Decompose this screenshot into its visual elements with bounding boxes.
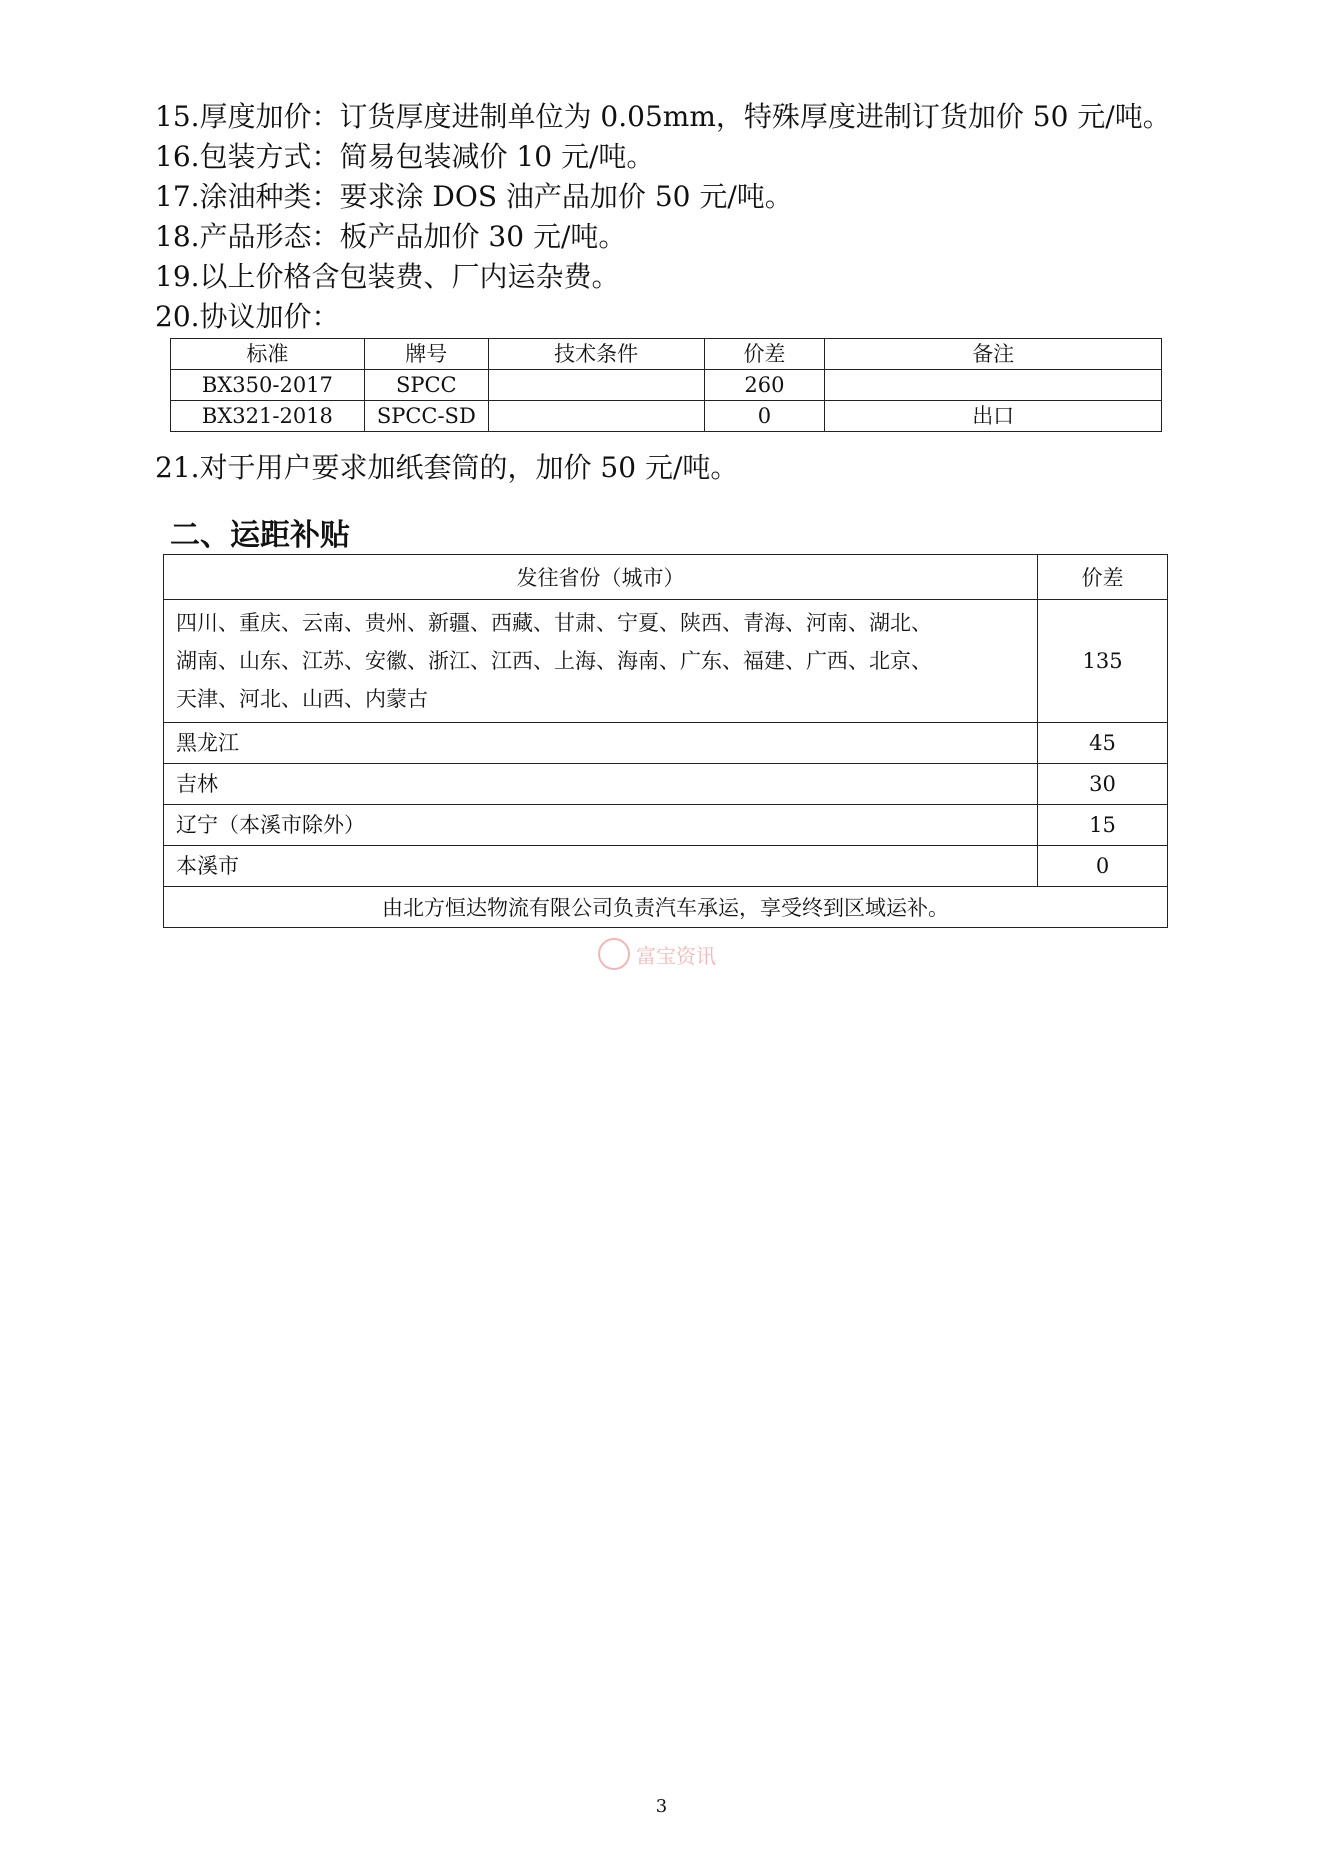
cell-grade: SPCC-SD [364,401,488,432]
cell-region: 辽宁（本溪市除外） [164,805,1038,846]
cell-remarks: 出口 [825,401,1162,432]
table-row [164,723,1168,764]
watermark-text: 富宝资讯 [636,943,716,968]
cell-tech-conditions [488,370,704,401]
agreement-header-row [171,339,1162,370]
cell-region: 吉林 [164,764,1038,805]
cell-tech-conditions [488,401,704,432]
table-row [171,401,1162,432]
watermark-logo-icon [598,938,630,970]
section-title: 二、运距补贴 [170,518,350,553]
page-number: 3 [655,1796,668,1817]
cell-price-diff: 0 [704,401,825,432]
cell-standard: BX350-2017 [171,370,365,401]
agreement-table [170,338,1162,432]
watermark [598,938,716,970]
cell-grade: SPCC [364,370,488,401]
table-row [164,600,1168,723]
table-row [171,370,1162,401]
cell-price-diff: 260 [704,370,825,401]
item-19: 19.以上价格含包装费、厂内运杂费。 [155,260,620,293]
region-line: 湖南、山东、江苏、安徽、浙江、江西、上海、海南、广东、福建、广西、北京、 [176,649,932,673]
freight-subsidy-table [163,554,1168,928]
header-price-diff: 价差 [704,339,825,370]
cell-price-diff: 45 [1038,723,1168,764]
table-row [164,764,1168,805]
region-line: 四川、重庆、云南、贵州、新疆、西藏、甘肃、宁夏、陕西、青海、河南、湖北、 [176,611,932,635]
cell-price-diff: 135 [1038,600,1168,723]
item-20: 20.协议加价： [155,300,340,333]
table-row [164,846,1168,887]
header-price-diff: 价差 [1038,555,1168,600]
table-row [164,805,1168,846]
item-18: 18.产品形态：板产品加价 30 元/吨。 [155,220,627,253]
region-line: 天津、河北、山西、内蒙古 [176,687,428,711]
item-21: 21.对于用户要求加纸套筒的，加价 50 元/吨。 [155,451,739,484]
freight-note: 由北方恒达物流有限公司负责汽车承运，享受终到区域运补。 [164,887,1168,928]
cell-region [164,600,1038,723]
cell-region: 本溪市 [164,846,1038,887]
item-15: 15.厚度加价：订货厚度进制单位为 0.05mm，特殊厚度进制订货加价 50 元/吨。 [155,100,1171,133]
header-remarks: 备注 [825,339,1162,370]
header-standard: 标准 [171,339,365,370]
freight-header-row [164,555,1168,600]
cell-remarks [825,370,1162,401]
cell-price-diff: 15 [1038,805,1168,846]
cell-price-diff: 30 [1038,764,1168,805]
item-16: 16.包装方式：简易包装减价 10 元/吨。 [155,140,655,173]
header-destination: 发往省份（城市） [164,555,1038,600]
cell-standard: BX321-2018 [171,401,365,432]
freight-note-row [164,887,1168,928]
cell-price-diff: 0 [1038,846,1168,887]
header-grade: 牌号 [364,339,488,370]
header-tech-conditions: 技术条件 [488,339,704,370]
item-17: 17.涂油种类：要求涂 DOS 油产品加价 50 元/吨。 [155,180,793,213]
cell-region: 黑龙江 [164,723,1038,764]
